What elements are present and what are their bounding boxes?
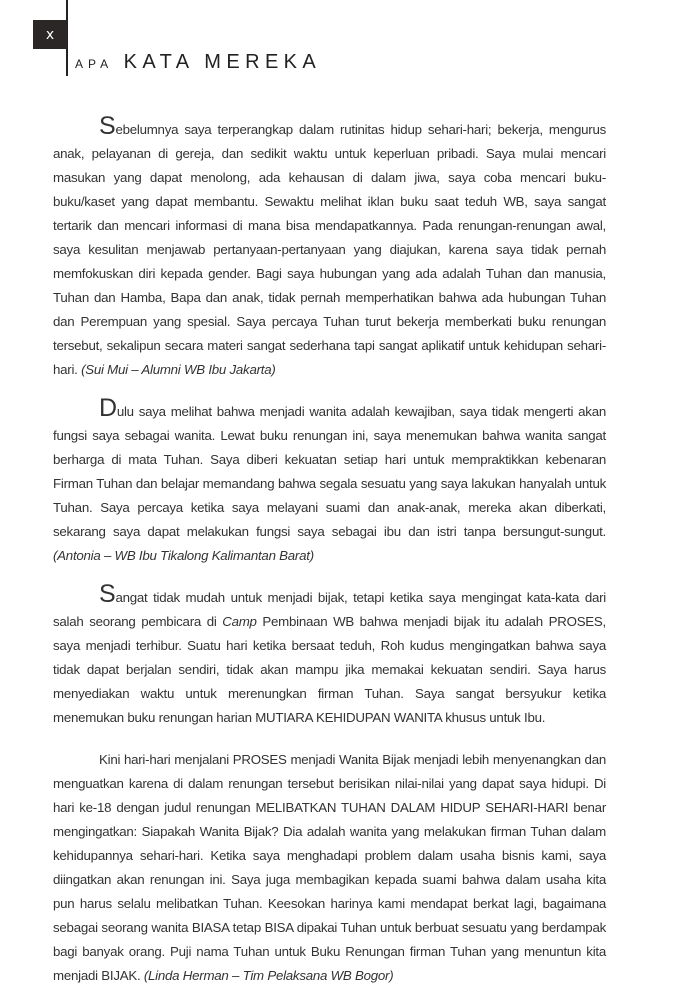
paragraph-text: angat tidak mudah untuk menjadi bijak, tetapi ketika saya mengingat kata-kata dari salah seorang pembicara di: [53, 590, 606, 629]
article-body: [53, 112, 606, 1006]
heading-big-text: KATA MEREKA: [123, 51, 322, 73]
attribution: (Antonia – WB Ibu Tikalong Kalimantan Barat): [53, 548, 314, 563]
page-number-box: [33, 20, 67, 49]
testimony-paragraph-2: [53, 394, 606, 568]
drop-initial: S: [99, 580, 116, 608]
paragraph-text: ulu saya melihat bahwa menjadi wanita adalah kewajiban, saya tidak mengerti akan fungsi saya sebagai wanita. Lewat buku renungan ini, saya menemukan bahwa wanita sangat berharga di mata Tuhan. Saya diberi kekuatan setiap hari untuk mempraktikkan kebenaran Firman Tuhan dan belajar memandang bahwa segala sesuatu yang saya lakukan hanyalah untuk Tuhan. Saya percaya ketika saya melayani suami dan anak-anak, mereka akan diberkati, sekarang saya dapat melakukan fungsi saya sebagai ibu dan istri tanpa bersungut-sungut.: [53, 404, 606, 539]
page-number: x: [45, 26, 55, 43]
testimony-paragraph-3: [53, 580, 606, 730]
heading-small-text: APA: [75, 57, 114, 71]
testimony-paragraph-1: [53, 112, 606, 382]
attribution: (Sui Mui – Alumni WB Ibu Jakarta): [81, 362, 276, 377]
attribution: (Linda Herman – Tim Pelaksana WB Bogor): [143, 968, 394, 983]
paragraph-text: ebelumnya saya terperangkap dalam rutinitas hidup sehari-hari; bekerja, mengurus anak, pelayanan di gereja, dan sedikit waktu untuk keperluan pribadi. Saya mulai mencari masukan yang dapat menolong, ada kehausan di dalam jiwa, saya coba mencari buku-buku/kaset yang dapat membantu. Sewaktu melihat iklan buku saat teduh WB, saya sangat tertarik dan mencari informasi di mana bisa mendapatkannya. Pada renungan-renungan awal, saya kesulitan menjawab pertanyaan-pertanyaan yang diajukan, karena saya tidak pernah memfokuskan diri kepada gender. Bagi saya hubungan yang ada adalah Tuhan dan manusia, Tuhan dan Hamba, Bapa dan anak, tidak pernah memperhatikan bahwa ada hubungan Tuhan dan Perempuan yang spesial. Saya percaya Tuhan turut bekerja memberkati buku renungan tersebut, sekalipun secara materi sangat sederhana tapi sangat aplikatif untuk kehidupan sehari-hari.: [53, 122, 606, 377]
testimony-paragraph-4: [53, 748, 606, 988]
drop-initial: D: [99, 394, 117, 422]
italic-word: Camp: [222, 614, 257, 629]
paragraph-text-continued: Pembinaan WB bahwa menjadi bijak itu adalah PROSES, saya menjadi terhibur. Suatu hari ketika bersaat teduh, Roh kudus mengingatkan bahwa saya tidak dapat berjalan sendiri, tidak akan mampu jika memakai kekuatan sendiri. Saya harus menyediakan waktu untuk merenungkan firman Tuhan. Saya sangat bersyukur ketika menemukan buku renungan harian MUTIARA KEHIDUPAN WANITA khusus untuk Ibu.: [53, 614, 606, 725]
paragraph-text: Kini hari-hari menjalani PROSES menjadi Wanita Bijak menjadi lebih menyenangkan dan menguatkan karena di dalam renungan tersebut berisikan nilai-nilai yang dapat saya hidupi. Di hari ke-18 dengan judul renungan MELIBATKAN TUHAN DALAM HIDUP SEHARI-HARI benar mengingatkan: Siapakah Wanita Bijak? Dia adalah wanita yang melakukan firman Tuhan dalam kehidupannya sehari-hari. Ketika saya menghadapi problem dalam usaha bisnis kami, saya diingatkan akan renungan ini. Saya juga membagikan kepada suami bahwa dalam usaha kita pun harus selalu melibatkan Tuhan. Keesokan harinya kami mendapat berkat lagi, bagaimana sebagai seorang wanita BIASA tetap BISA dipakai Tuhan untuk berbuat sesuatu yang berdampak bagi banyak orang. Puji nama Tuhan untuk Buku Renungan firman Tuhan yang menuntun kita menjadi BIJAK.: [53, 752, 606, 983]
page-heading: [75, 51, 321, 74]
drop-initial: S: [99, 112, 116, 140]
